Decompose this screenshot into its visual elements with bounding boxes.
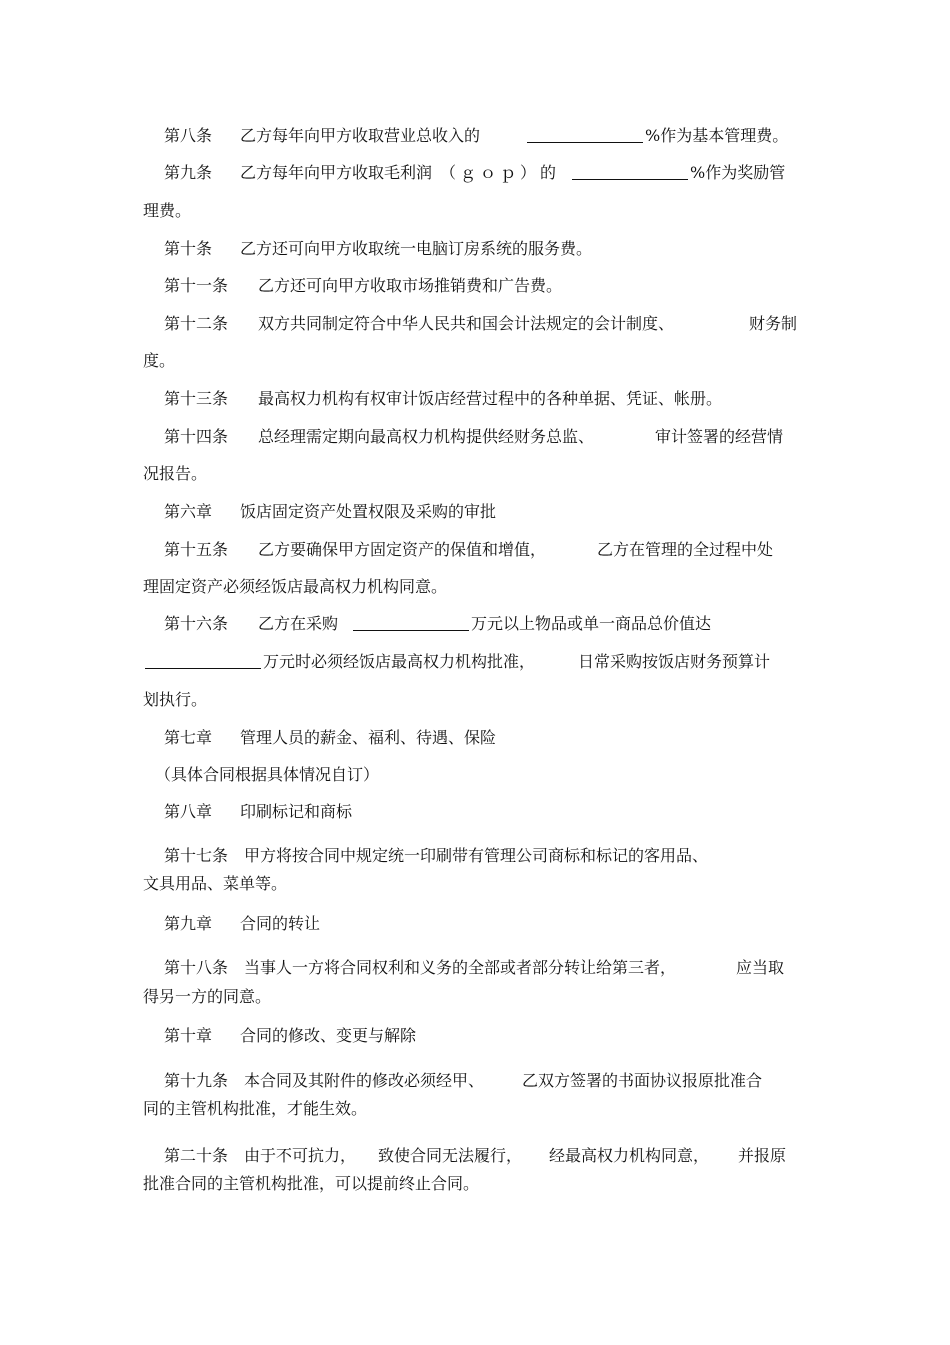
chapter-6 bbox=[0, 502, 950, 522]
article-10 bbox=[0, 239, 950, 259]
article-20-text: 由于不可抗力， bbox=[244, 1146, 357, 1165]
chapter-10-title: 合同的修改、变更与解除 bbox=[240, 1026, 417, 1045]
article-14-text: 总经理需定期向最高权力机构提供经财务总监、 bbox=[258, 427, 595, 446]
article-8-suffix: %作为基本管理费。 bbox=[645, 126, 789, 145]
article-20-heading: 第二十条 bbox=[164, 1146, 229, 1165]
chapter-8 bbox=[0, 802, 950, 822]
article-17 bbox=[0, 846, 950, 866]
chapter-9-title: 合同的转让 bbox=[240, 914, 321, 933]
article-20 bbox=[0, 1146, 950, 1166]
fill-in-blank[interactable] bbox=[145, 652, 261, 669]
article-18-continuation: 得另一方的同意。 bbox=[143, 987, 272, 1006]
article-16-line-2 bbox=[0, 652, 950, 672]
article-14-continuation: 况报告。 bbox=[143, 464, 208, 483]
article-18-text-2: 应当取 bbox=[736, 958, 785, 977]
chapter-6-title: 饭店固定资产处置权限及采购的审批 bbox=[240, 502, 497, 521]
chapter-7-note bbox=[0, 765, 950, 785]
article-12-cont bbox=[0, 351, 950, 371]
article-12-text-2: 财务制 bbox=[749, 314, 798, 333]
article-13 bbox=[0, 389, 950, 409]
article-14 bbox=[0, 427, 950, 447]
article-16-text-2: 万元以上物品或单一商品总价值达 bbox=[471, 614, 712, 633]
article-9 bbox=[0, 163, 950, 183]
article-11-heading: 第十一条 bbox=[164, 276, 229, 295]
chapter-7-title: 管理人员的薪金、福利、待遇、保险 bbox=[240, 728, 497, 747]
article-16-text-4: 日常采购按饭店财务预算计 bbox=[578, 652, 771, 671]
article-19-continuation: 同的主管机构批准，才能生效。 bbox=[143, 1099, 368, 1118]
article-15-text: 乙方要确保甲方固定资产的保值和增值， bbox=[258, 540, 547, 559]
fill-in-blank[interactable] bbox=[353, 614, 469, 631]
article-16-text: 乙方在采购 bbox=[258, 614, 339, 633]
article-17-continuation: 文具用品、菜单等。 bbox=[143, 874, 288, 893]
article-12-text: 双方共同制定符合中华人民共和国会计法规定的会计制度、 bbox=[258, 314, 675, 333]
article-8-heading: 第八条 bbox=[164, 126, 213, 145]
article-16-text-3: 万元时必须经饭店最高权力机构批准， bbox=[263, 652, 536, 671]
article-20-text-3: 经最高权力机构同意， bbox=[549, 1146, 710, 1165]
article-9-heading: 第九条 bbox=[164, 163, 213, 182]
chapter-10 bbox=[0, 1026, 950, 1046]
fill-in-blank[interactable] bbox=[527, 126, 643, 143]
article-10-text: 乙方还可向甲方收取统一电脑订房系统的服务费。 bbox=[240, 239, 593, 258]
article-11-text: 乙方还可向甲方收取市场推销费和广告费。 bbox=[258, 276, 563, 295]
article-13-text: 最高权力机构有权审计饭店经营过程中的各种单据、凭证、帐册。 bbox=[258, 389, 723, 408]
chapter-10-heading: 第十章 bbox=[164, 1026, 213, 1045]
chapter-7-heading: 第七章 bbox=[164, 728, 213, 747]
article-13-heading: 第十三条 bbox=[164, 389, 229, 408]
article-15 bbox=[0, 540, 950, 560]
article-12 bbox=[0, 314, 950, 334]
chapter-9 bbox=[0, 914, 950, 934]
article-8 bbox=[0, 126, 950, 146]
article-9-suffix: %作为奖励管 bbox=[690, 163, 786, 182]
article-14-text-2: 审计签署的经营情 bbox=[655, 427, 784, 446]
chapter-7-note-text: （具体合同根据具体情况自订） bbox=[155, 765, 380, 784]
article-14-cont bbox=[0, 464, 950, 484]
article-19-text: 本合同及其附件的修改必须经甲、 bbox=[244, 1071, 485, 1090]
article-17-text: 甲方将按合同中规定统一印刷带有管理公司商标和标记的客用品、 bbox=[244, 846, 709, 865]
article-15-heading: 第十五条 bbox=[164, 540, 229, 559]
article-20-text-4: 并报原 bbox=[738, 1146, 787, 1165]
article-17-cont bbox=[0, 874, 950, 894]
article-12-heading: 第十二条 bbox=[164, 314, 229, 333]
article-17-heading: 第十七条 bbox=[164, 846, 229, 865]
article-18-text: 当事人一方将合同权利和义务的全部或者部分转让给第三者， bbox=[244, 958, 677, 977]
article-16-heading: 第十六条 bbox=[164, 614, 229, 633]
article-19-cont bbox=[0, 1099, 950, 1119]
article-20-cont bbox=[0, 1174, 950, 1194]
article-19-heading: 第十九条 bbox=[164, 1071, 229, 1090]
article-16-cont bbox=[0, 690, 950, 710]
article-12-continuation: 度。 bbox=[143, 351, 176, 370]
article-18 bbox=[0, 958, 950, 978]
article-20-continuation: 批准合同的主管机构批准，可以提前终止合同。 bbox=[143, 1174, 480, 1193]
chapter-6-heading: 第六章 bbox=[164, 502, 213, 521]
chapter-8-heading: 第八章 bbox=[164, 802, 213, 821]
article-16-continuation: 划执行。 bbox=[143, 690, 208, 709]
article-15-continuation: 理固定资产必须经饭店最高权力机构同意。 bbox=[143, 577, 448, 596]
article-9-cont bbox=[0, 201, 950, 221]
article-10-heading: 第十条 bbox=[164, 239, 213, 258]
chapter-7 bbox=[0, 728, 950, 748]
article-18-cont bbox=[0, 987, 950, 1007]
article-9-text: 乙方每年向甲方收取毛利润 bbox=[240, 163, 433, 182]
fill-in-blank[interactable] bbox=[572, 163, 688, 180]
article-9-continuation: 理费。 bbox=[143, 201, 192, 220]
article-15-text-2: 乙方在管理的全过程中处 bbox=[597, 540, 774, 559]
article-19-text-2: 乙双方签署的书面协议报原批准合 bbox=[522, 1071, 763, 1090]
article-9-gop: （ｇｏｐ）的 bbox=[440, 163, 561, 182]
article-16 bbox=[0, 614, 950, 634]
chapter-9-heading: 第九章 bbox=[164, 914, 213, 933]
article-19 bbox=[0, 1071, 950, 1091]
article-14-heading: 第十四条 bbox=[164, 427, 229, 446]
article-20-text-2: 致使合同无法履行， bbox=[378, 1146, 523, 1165]
article-15-cont bbox=[0, 577, 950, 597]
article-11 bbox=[0, 276, 950, 296]
article-8-text: 乙方每年向甲方收取营业总收入的 bbox=[240, 126, 481, 145]
article-18-heading: 第十八条 bbox=[164, 958, 229, 977]
chapter-8-title: 印刷标记和商标 bbox=[240, 802, 353, 821]
